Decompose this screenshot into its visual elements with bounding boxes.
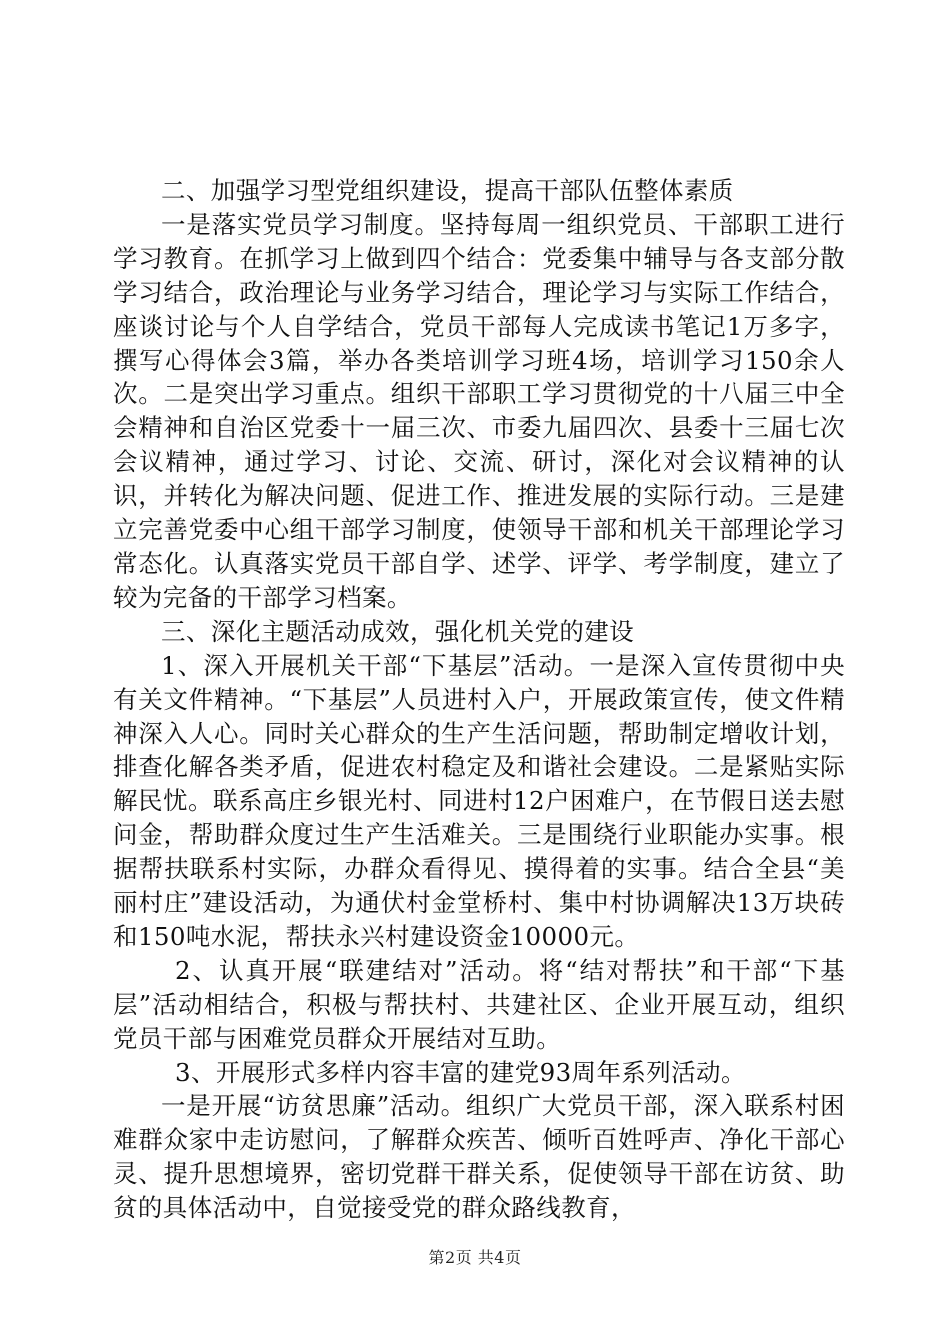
section-heading-3: 三、深化主题活动成效，强化机关党的建设 — [161, 616, 635, 646]
page-number-footer: 第2页 共4页 — [428, 1248, 522, 1267]
paragraph-pairing: 2、认真开展“联建结对”活动。将“结对帮扶”和干部“下基层”活动相结合，积极与帮扶村、共建社区、企业开展互动，组织党员干部与困难党员群众开展结对互助。 — [113, 955, 845, 1053]
paragraph-visit-poor: 一是开展“访贫思廉”活动。组织广大党员干部，深入联系村困难群众家中走访慰问，了解群众疾苦、倾听百姓呼声、净化干部心灵、提升思想境界，密切党群干群关系，促使领导干部在访贫、助贫的具体活动中，自觉接受党的群众路线教育， — [113, 1091, 845, 1223]
paragraph-anniversary: 3、开展形式多样内容丰富的建党93周年系列活动。 — [175, 1057, 746, 1087]
document-body — [113, 174, 845, 1225]
paragraph-grassroots: 1、深入开展机关干部“下基层”活动。一是深入宣传贯彻中央有关文件精神。“下基层”人员进村入户，开展政策宣传，使文件精神深入人心。同时关心群众的生产生活问题，帮助制定增收计划，排查化解各类矛盾，促进农村稳定及和谐社会建设。二是紧贴实际解民忧。联系高庄乡银光村、同进村12户困难户，在节假日送去慰问金，帮助群众度过生产生活难关。三是围绕行业职能办实事。根据帮扶联系村实际，办群众看得见、摸得着的实事。结合全县“美丽村庄”建设活动，为通伏村金堂桥村、集中村协调解决13万块砖和150吨水泥，帮扶永兴村建设资金10000元。 — [113, 650, 845, 951]
paragraph-study-system: 一是落实党员学习制度。坚持每周一组织党员、干部职工进行学习教育。在抓学习上做到四个结合：党委集中辅导与各支部分散学习结合，政治理论与业务学习结合，理论学习与实际工作结合，座谈讨论与个人自学结合，党员干部每人完成读书笔记1万多字，撰写心得体会3篇，举办各类培训学习班4场，培训学习150余人次。二是突出学习重点。组织干部职工学习贯彻党的十八届三中全会精神和自治区党委十一届三次、市委九届四次、县委十三届七次会议精神，通过学习、讨论、交流、研讨，深化对会议精神的认识，并转化为解决问题、促进工作、推进发展的实际行动。三是建立完善党委中心组干部学习制度，使领导干部和机关干部理论学习常态化。认真落实党员干部自学、述学、评学、考学制度，建立了较为完备的干部学习档案。 — [113, 209, 845, 612]
section-heading-2: 二、加强学习型党组织建设，提高干部队伍整体素质 — [161, 176, 734, 205]
